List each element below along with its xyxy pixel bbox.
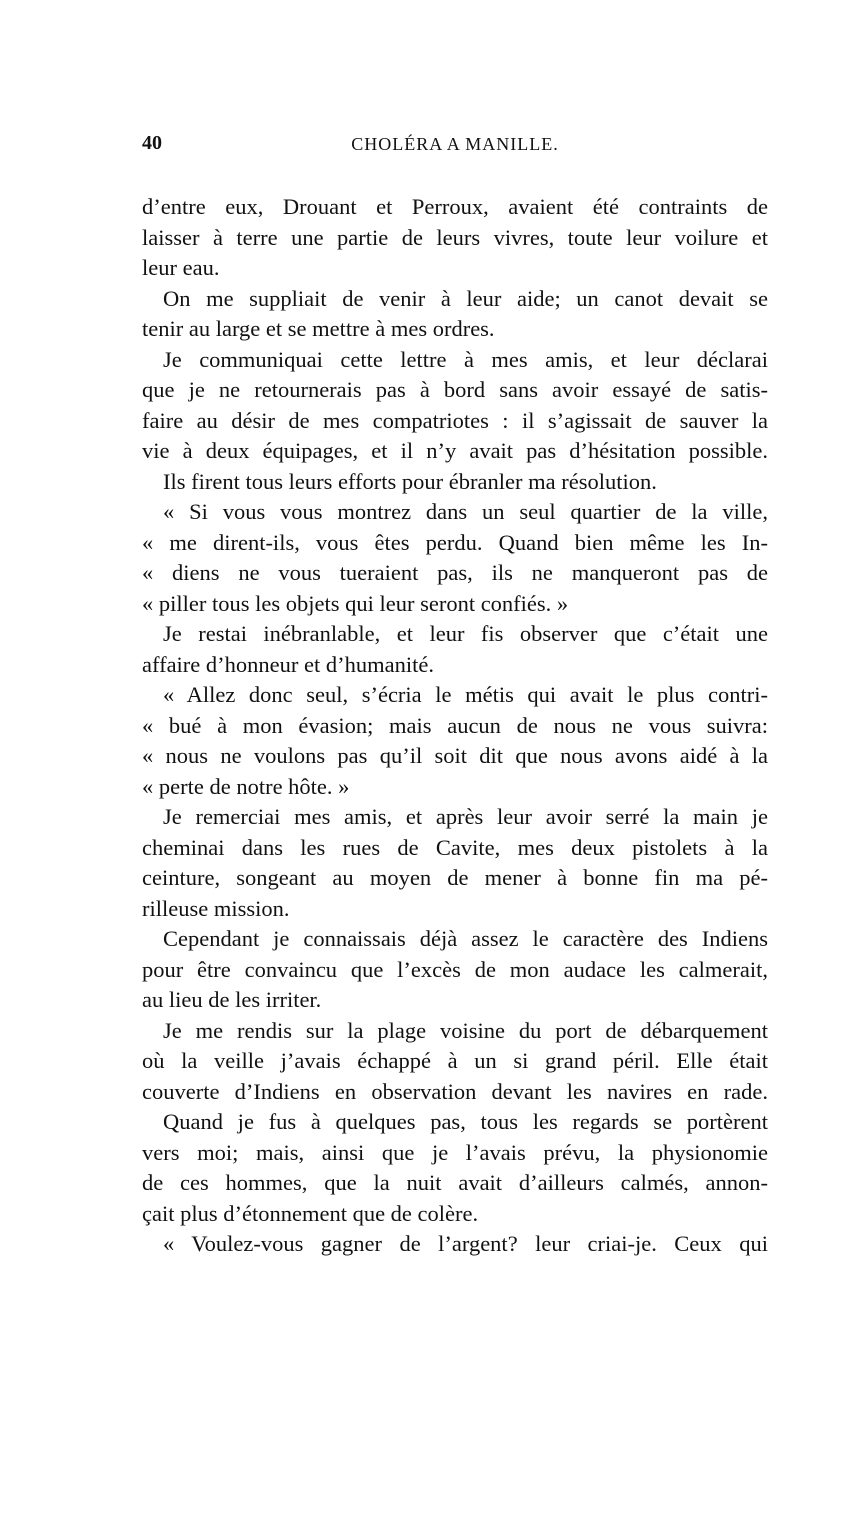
text-line: couverte d’Indiens en observation devant les navires en rade. [142,1078,768,1104]
text-line: laisser à terre une partie de leurs vivres, toute leur voilure et [142,224,768,250]
text-line: « nous ne voulons pas qu’il soit dit que nous avons aidé à la [142,743,768,768]
text-line: pour être convaincu que l’excès de mon audace les calmerait, [142,956,768,982]
text-line: « Si vous vous montrez dans un seul quartier de la ville, [163,499,768,524]
text-line: « piller tous les objets qui leur seront confiés. » [142,590,569,616]
running-header [142,132,768,160]
text-line: de ces hommes, que la nuit avait d’ailleurs calmés, annon- [142,1170,768,1195]
text-line: vie à deux équipages, et il n’y avait pas d’hésitation possible. [142,438,768,463]
text-line: Je remerciai mes amis, et après leur avoir serré la main je [163,804,768,829]
text-line: tenir au large et se mettre à mes ordres. [142,316,495,341]
text-line: que je ne retournerais pas à bord sans avoir essayé de satis- [142,377,768,402]
page-body-text [142,192,768,1260]
text-line: rilleuse mission. [142,895,290,921]
running-title: CHOLÉRA A MANILLE. [351,134,559,154]
text-line: faire au désir de mes compatriotes : il s’agissait de sauver la [142,407,768,433]
text-line: « Voulez-vous gagner de l’argent? leur criai-je. Ceux qui [163,1231,768,1256]
text-line: « bué à mon évasion; mais aucun de nous ne vous suivra: [142,712,768,738]
text-line: Je communiquai cette lettre à mes amis, et leur déclarai [163,346,768,372]
text-line: Je me rendis sur la plage voisine du port de débarquement [163,1017,768,1043]
text-line: où la veille j’avais échappé à un si grand péril. Elle était [142,1048,768,1073]
text-line: çait plus d’étonnement que de colère. [142,1200,479,1226]
text-line: « diens ne vous tueraient pas, ils ne manqueront pas de [142,560,768,585]
text-line: affaire d’honneur et d’humanité. [142,651,434,677]
text-line: On me suppliait de venir à leur aide; un canot devait se [163,285,768,311]
text-line: cheminai dans les rues de Cavite, mes deux pistolets à la [142,834,768,860]
text-line: d’entre eux, Drouant et Perroux, avaient été contraints de [142,194,768,219]
text-line: vers moi; mais, ainsi que je l’avais prévu, la physionomie [142,1139,768,1165]
text-line: Cependant je connaissais déjà assez le caractère des Indiens [163,926,768,951]
text-line: Ils firent tous leurs efforts pour ébranler ma résolution. [163,468,657,494]
text-line: leur eau. [142,255,220,280]
text-line: Je restai inébranlable, et leur fis observer que c’était une [163,621,768,646]
text-line: au lieu de les irriter. [142,987,322,1012]
page-number: 40 [142,132,162,154]
text-line: ceinture, songeant au moyen de mener à bonne fin ma pé- [142,865,768,890]
text-line: Quand je fus à quelques pas, tous les regards se portèrent [163,1109,768,1134]
text-line: « perte de notre hôte. » [142,773,350,799]
text-line: « Allez donc seul, s’écria le métis qui avait le plus contri- [163,682,768,707]
text-line: « me dirent-ils, vous êtes perdu. Quand bien même les In- [142,529,768,555]
